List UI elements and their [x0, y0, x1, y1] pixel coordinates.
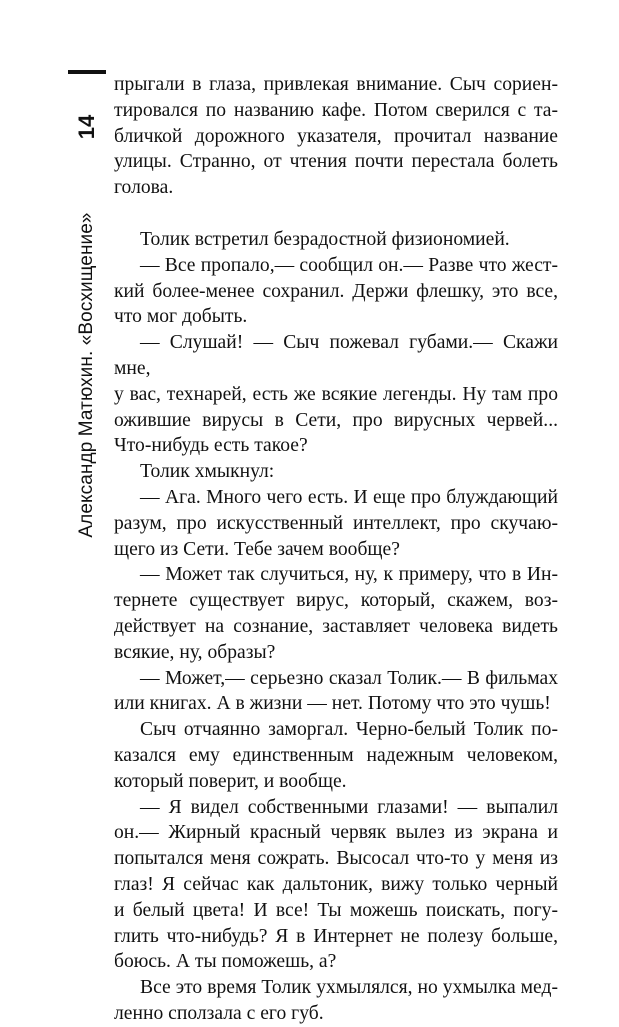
- text-line: который поверит, и вообще.: [114, 770, 347, 792]
- text-line: ленно сползала с его губ.: [114, 1002, 324, 1024]
- text-line: и белый цвета! И все! Ты можешь поискать, погу-: [114, 899, 558, 921]
- text-line: ожившие вирусы в Сети, про вирусных червей...: [114, 409, 558, 431]
- text-line: разум, про искусственный интеллект, про скучаю-: [114, 512, 558, 534]
- text-line: голова.: [114, 177, 174, 199]
- text-line: тировался по названию кафе. Потом сверился с та-: [114, 99, 558, 121]
- text-line: — Может,— серьезно сказал Толик.— В фильмах: [140, 667, 558, 689]
- paragraph: [114, 975, 558, 1027]
- text-line: тернете существует вирус, который, скажем, воз-: [114, 590, 558, 612]
- paragraph: [114, 72, 558, 201]
- text-line: улицы. Странно, от чтения почти перестала болеть: [114, 151, 558, 173]
- running-head: Александр Матюхин. «Восхищение»: [76, 212, 97, 538]
- text-line: он.— Жирный красный червяк вылез из экрана и: [114, 822, 558, 844]
- text-line: — Может так случиться, ну, к примеру, что в Ин-: [140, 564, 558, 586]
- text-line: Сыч отчаянно заморгал. Черно-белый Толик по-: [140, 719, 558, 741]
- text-line: — Я видел собственными глазами! — выпалил: [140, 796, 558, 818]
- section-break: [114, 201, 558, 227]
- text-line: прыгали в глаза, привлекая внимание. Сыч сориен-: [114, 74, 558, 95]
- text-line: глить что-нибудь? Я в Интернет не полезу больше,: [114, 925, 558, 947]
- paragraph: [114, 666, 558, 718]
- page-number: 14: [74, 114, 99, 140]
- paragraph: [114, 485, 558, 562]
- paragraph: [114, 253, 558, 330]
- text-line: Толик хмыкнул:: [140, 461, 275, 483]
- text-line: щего из Сети. Тебе зачем вообще?: [114, 538, 400, 560]
- text-line: что мог добыть.: [114, 306, 248, 328]
- header-rule: [68, 70, 106, 74]
- text-line: Толик встретил безрадостной физиономией.: [140, 228, 510, 250]
- paragraph: [114, 227, 558, 253]
- paragraph: [114, 795, 558, 976]
- body-text: [114, 72, 558, 1027]
- text-line: действует на сознание, заставляет человека видеть: [114, 615, 558, 637]
- paragraph: [114, 562, 558, 665]
- text-line: кий более-менее сохранил. Держи флешку, это все,: [114, 280, 558, 302]
- text-line: Все это время Толик ухмылялся, но ухмылка мед-: [140, 977, 558, 999]
- text-line: глаз! Я сейчас как дальтоник, вижу только черный: [114, 873, 558, 895]
- text-line: Что-нибудь есть такое?: [114, 435, 308, 457]
- text-line: — Слушай! — Сыч пожевал губами.— Скажи мне,: [114, 332, 558, 379]
- text-line: у вас, технарей, есть же всякие легенды. Ну там про: [114, 383, 558, 405]
- text-line: бличкой дорожного указателя, прочитал название: [114, 125, 558, 147]
- text-line: или книгах. А в жизни — нет. Потому что это чушь!: [114, 693, 551, 715]
- text-line: попытался меня сожрать. Высосал что-то у меня из: [114, 848, 558, 870]
- paragraph: [114, 717, 558, 794]
- text-line: — Ага. Много чего есть. И еще про блуждающий: [140, 486, 558, 508]
- text-line: казался ему единственным надежным человеком,: [114, 744, 558, 766]
- paragraph: [114, 330, 558, 459]
- paragraph: [114, 459, 558, 485]
- text-line: — Все пропало,— сообщил он.— Разве что жест-: [140, 254, 558, 276]
- text-line: всякие, ну, образы?: [114, 641, 276, 663]
- text-line: боюсь. А ты поможешь, а?: [114, 951, 337, 973]
